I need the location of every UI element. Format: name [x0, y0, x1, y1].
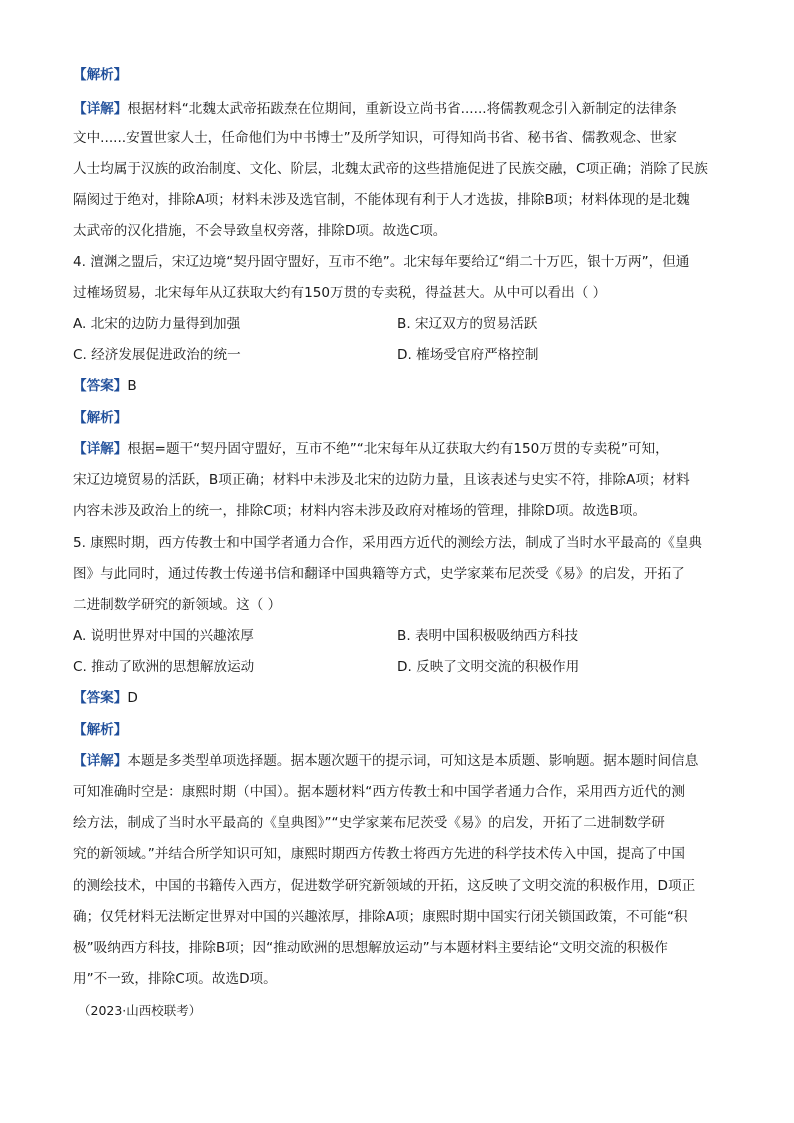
detail-line: 【详解】根据材料“北魏太武帝拓跋焘在位期间，重新设立尚书省......将儒教观念引入新制定的法律条: [73, 101, 677, 117]
q4-option-a: A. 北宋的边防力量得到加强: [73, 316, 241, 332]
detail-line: 可知准确时空是：康熙时期（中国）。据本题材料“西方传教士和中国学者通力合作，采用西方近代的测: [73, 784, 685, 800]
detail-line: 【详解】本题是多类型单项选择题。据本题次题干的提示词，可知这是本质题、影响题。据本题时间信息: [73, 753, 699, 769]
question-5-stem: 5. 康熙时期，西方传教士和中国学者通力合作，采用西方近代的测绘方法，制成了当时水平最高的《皇典: [73, 535, 703, 551]
q5-option-b: B. 表明中国积极吸纳西方科技: [397, 628, 579, 644]
detail-line: 的测绘技术，中国的书籍传入西方，促进数学研究新领域的开拓，这反映了文明交流的积极作用，D项正: [73, 878, 696, 894]
detail-line: 用”不一致，排除C项。故选D项。: [73, 971, 277, 987]
question-4-stem: 过榷场贸易，北宋每年从辽获取大约有150万贯的专卖税，得益甚大。从中可以看出（ ）: [73, 285, 607, 301]
detail-line: 究的新领域。”并结合所学知识可知，康熙时期西方传教士将西方先进的科学技术传入中国，提高了中国: [73, 846, 685, 862]
detail-line: 人士均属于汉族的政治制度、文化、阶层，北魏太武帝的这些措施促进了民族交融，C项正确；消除了民族: [73, 161, 708, 177]
q5-option-d: D. 反映了文明交流的积极作用: [397, 659, 580, 675]
question-5-stem: 二进制数学研究的新领域。这（ ）: [73, 597, 282, 613]
detail-line: 宋辽边境贸易的活跃，B项正确；材料中未涉及北宋的边防力量，且该表述与史实不符，排除A项；材料: [73, 472, 690, 488]
q4-answer: 【答案】B: [73, 378, 137, 394]
detail-line: 【详解】根据=题干“契丹固守盟好，互市不绝”“北宋每年从辽获取大约有150万贯的专卖税”可知，: [73, 441, 669, 457]
detail-line: 太武帝的汉化措施，不会导致皇权旁落，排除D项。故选C项。: [73, 223, 447, 239]
analysis-heading: 【解析】: [73, 722, 128, 738]
question-4-stem: 4. 澶渊之盟后，宋辽边境“契丹固守盟好，互市不绝”。北宋每年要给辽“绢二十万匹，银十万两”，但通: [73, 254, 690, 270]
analysis-heading: 【解析】: [73, 410, 128, 426]
q4-option-b: B. 宋辽双方的贸易活跃: [397, 316, 538, 332]
q5-option-a: A. 说明世界对中国的兴趣浓厚: [73, 628, 254, 644]
q5-option-c: C. 推动了欧洲的思想解放运动: [73, 659, 255, 675]
analysis-heading: 【解析】: [73, 67, 128, 83]
detail-line: 极”吸纳西方科技，排除B项；因“推动欧洲的思想解放运动”与本题材料主要结论“文明交流的积极作: [73, 940, 668, 956]
q5-answer: 【答案】D: [73, 690, 138, 706]
detail-line: 确；仅凭材料无法断定世界对中国的兴趣浓厚，排除A项；康熙时期中国实行闭关锁国政策，不可能“积: [73, 909, 688, 925]
source-note: （2023·山西校联考）: [78, 1003, 202, 1018]
detail-line: 绘方法，制成了当时水平最高的《皇典图》”“史学家莱布尼茨受《易》的启发，开拓了二进制数学研: [73, 815, 665, 831]
detail-line: 内容未涉及政治上的统一，排除C项；材料内容未涉及政府对榷场的管理，排除D项。故选B项。: [73, 503, 647, 519]
q4-option-d: D. 榷场受官府严格控制: [397, 347, 539, 363]
detail-line: 隔阂过于绝对，排除A项；材料未涉及选官制，不能体现有利于人才选拔，排除B项；材料体现的是北魏: [73, 192, 690, 208]
question-5-stem: 图》与此同时，通过传教士传递书信和翻译中国典籍等方式，史学家莱布尼茨受《易》的启发，开拓了: [73, 566, 685, 582]
detail-line: 文中......安置世家人士，任命他们为中书博士”及所学知识，可得知尚书省、秘书省、儒教观念、世家: [73, 130, 677, 146]
q4-option-c: C. 经济发展促进政治的统一: [73, 347, 241, 363]
